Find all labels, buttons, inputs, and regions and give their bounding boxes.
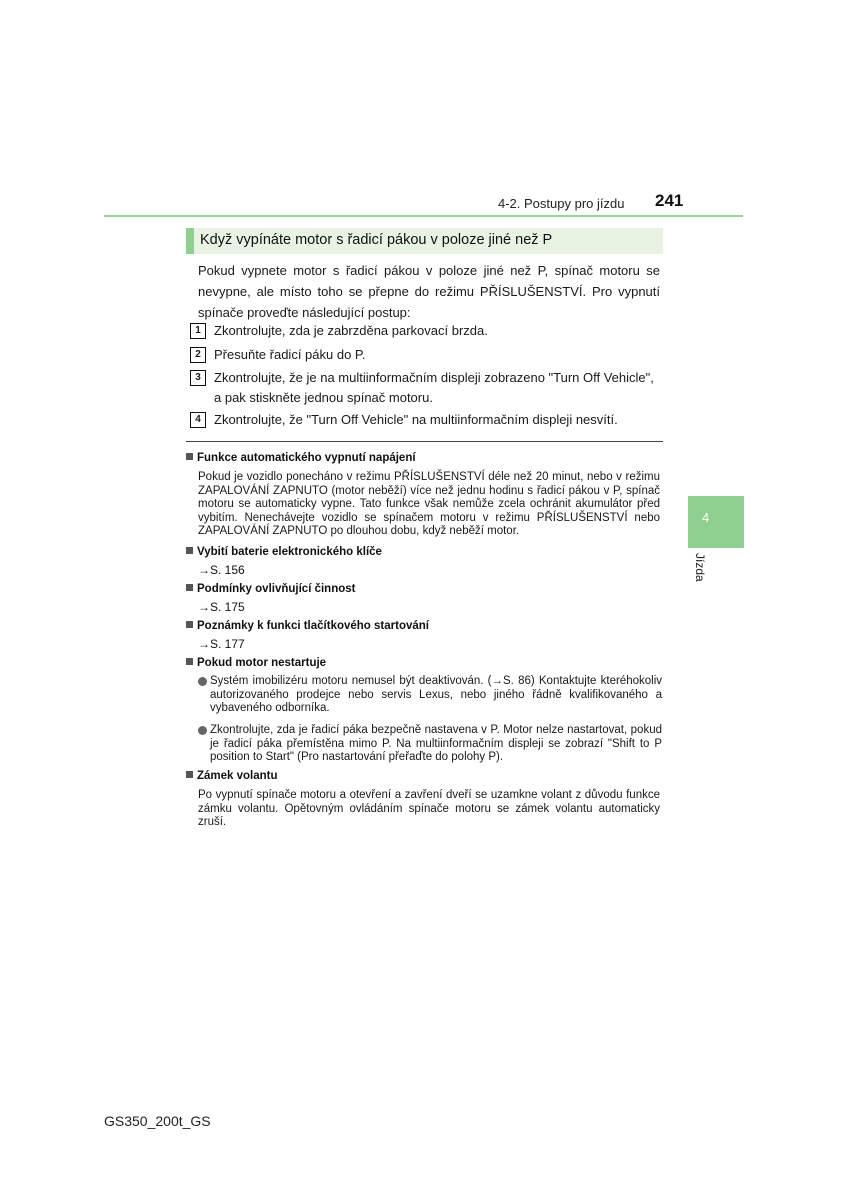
square-bullet-icon	[186, 453, 193, 460]
note-heading	[186, 657, 326, 669]
note-heading	[186, 452, 416, 464]
page-reference-link[interactable]: →S. 175	[198, 600, 245, 614]
chapter-tab	[688, 496, 744, 548]
bullet-item	[198, 675, 662, 716]
circle-bullet-icon	[198, 677, 207, 686]
square-bullet-icon	[186, 771, 193, 778]
chapter-side-label	[693, 553, 709, 593]
section-divider	[186, 441, 663, 442]
header-rule	[104, 215, 743, 217]
note-heading	[186, 620, 429, 632]
bullet-item	[198, 724, 662, 765]
intro-paragraph: Pokud vypnete motor s řadicí pákou v poloze jiné než P, spínač motoru se nevypne, ale místo toho se přepne do režimu PŘÍSLUŠENSTVÍ. Pro vypnutí spínače proveďte následující postup:	[198, 263, 660, 320]
section-label: 4-2. Postupy pro jízdu	[498, 196, 625, 211]
page-reference-link[interactable]: →S. 177	[198, 637, 245, 651]
bullet-text: Systém imobilizéru motoru nemusel být deaktivován. (→S. 86) Kontaktujte kteréhokoliv autorizovaného prodejce nebo servis Lexus, nebo jiného řádně kvalifikovaného a vybaveného odborníka.	[210, 675, 662, 714]
square-bullet-icon	[186, 547, 193, 554]
note-heading	[186, 583, 355, 595]
step-text: Zkontrolujte, že je na multiinformačním displeji zobrazeno "Turn Off Vehicle", a pak stiskněte jednou spínač motoru.	[214, 370, 654, 405]
note-heading-text: Podmínky ovlivňující činnost	[197, 583, 356, 595]
page-number: 241	[655, 191, 684, 210]
page-reference-link[interactable]: →S. 156	[198, 563, 245, 577]
section-title: Když vypínáte motor s řadicí pákou v poloze jiné než P	[200, 232, 553, 248]
square-bullet-icon	[186, 621, 193, 628]
circle-bullet-icon	[198, 726, 207, 735]
note-body: Pokud je vozidlo ponecháno v režimu PŘÍSLUŠENSTVÍ déle než 20 minut, nebo v režimu ZAPALOVÁNÍ ZAPNUTO (motor neběží) více než jednu hodinu s řadicí pákou v P, spínač motoru se automaticky vypne. Tato funkce však nemůže zcela ochránit akumulátor před vybitím. Nenechávejte vozidlo se spínačem motoru v režimu PŘÍSLUŠENSTVÍ nebo ZAPALOVÁNÍ ZAPNUTO po dlouhou dobu, když neběží motor.	[198, 471, 660, 537]
footer-model-code: GS350_200t_GS	[104, 1113, 211, 1129]
chapter-tab-number: 4	[702, 510, 710, 525]
step-text: Přesuňte řadicí páku do P.	[214, 347, 366, 362]
step-number: 4	[190, 412, 206, 428]
step-number: 1	[190, 323, 206, 339]
chapter-side-label-text: Jízda	[693, 553, 707, 582]
note-heading	[186, 546, 382, 558]
square-bullet-icon	[186, 584, 193, 591]
note-heading-text: Vybití baterie elektronického klíče	[197, 546, 382, 558]
note-heading-text: Funkce automatického vypnutí napájení	[197, 452, 416, 464]
note-heading	[186, 770, 278, 782]
section-title-box	[186, 228, 663, 254]
note-heading-text: Poznámky k funkci tlačítkového startování	[197, 620, 429, 632]
step-number: 2	[190, 347, 206, 363]
note-body: Po vypnutí spínače motoru a otevření a zavření dveří se uzamkne volant z důvodu funkce zámku volantu. Opětovným ovládáním spínače motoru se zámek volantu automaticky zruší.	[198, 789, 660, 828]
bullet-text: Zkontrolujte, zda je řadicí páka bezpečně nastavena v P. Motor nelze nastartovat, pokud je řadicí páka přemístěna mimo P. Na multiinformačním displeji se zobrazí "Shift to P position to Start" (Pro nastartování přeřaďte do polohy P).	[210, 724, 662, 763]
note-heading-text: Zámek volantu	[197, 770, 278, 782]
step-number: 3	[190, 370, 206, 386]
note-heading-text: Pokud motor nestartuje	[197, 657, 327, 669]
step-text: Zkontrolujte, zda je zabrzděna parkovací brzda.	[214, 323, 488, 338]
square-bullet-icon	[186, 658, 193, 665]
step-text: Zkontrolujte, že "Turn Off Vehicle" na multiinformačním displeji nesvítí.	[214, 412, 618, 427]
